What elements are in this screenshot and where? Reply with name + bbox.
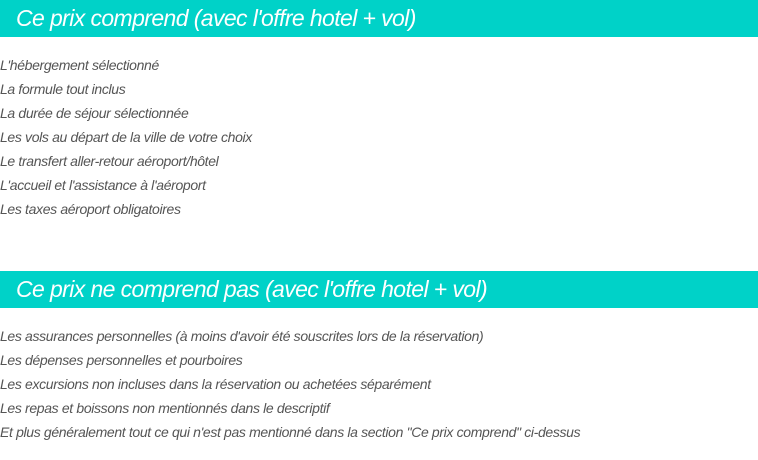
price-excludes-section [0,271,758,440]
price-includes-title: Ce prix comprend (avec l'offre hotel + vol) [16,5,416,31]
excluded-item: Les excursions non incluses dans la réservation ou achetées séparément [0,376,431,392]
included-item: L'accueil et l'assistance à l'aéroport [0,177,206,193]
included-item: Les taxes aéroport obligatoires [0,201,181,217]
excluded-item: Les repas et boissons non mentionnés dans le descriptif [0,400,330,416]
price-excludes-title: Ce prix ne comprend pas (avec l'offre hotel + vol) [16,276,488,302]
included-item: La durée de séjour sélectionnée [0,105,189,121]
price-includes-section [0,0,758,217]
included-item: Les vols au départ de la ville de votre choix [0,129,252,145]
excluded-item: Les dépenses personnelles et pourboires [0,352,243,368]
excluded-item: Les assurances personnelles (à moins d'avoir été souscrites lors de la réservation) [0,328,484,344]
included-item: La formule tout inclus [0,81,126,97]
price-includes-list [0,53,252,221]
price-excludes-header [0,271,758,308]
excluded-item: Et plus généralement tout ce qui n'est pas mentionné dans la section "Ce prix comprend" ci-dessus [0,424,581,440]
included-item: L'hébergement sélectionné [0,57,159,73]
price-excludes-list [0,324,580,444]
included-item: Le transfert aller-retour aéroport/hôtel [0,153,219,169]
price-includes-header [0,0,758,37]
